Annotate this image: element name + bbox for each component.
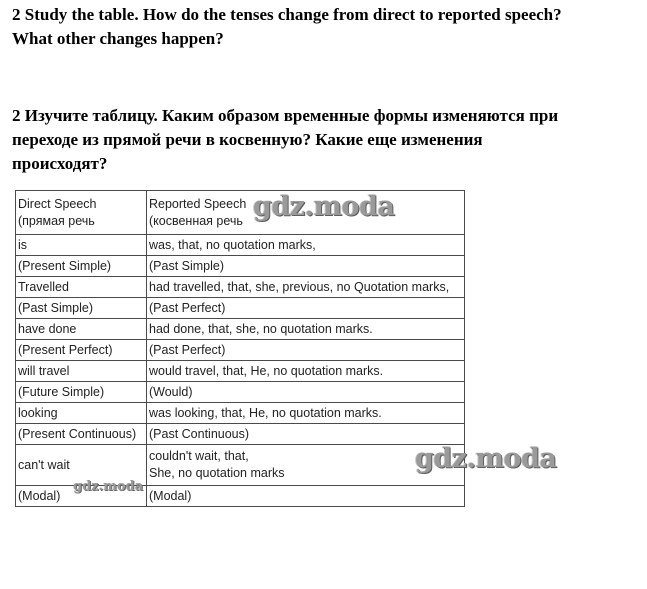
table-row [16, 298, 465, 319]
reported-speech-line: (Modal) [149, 488, 192, 503]
reported-speech-line: would travel, that, He, no quotation marks. [149, 363, 384, 378]
reported-speech-line: (Past Simple) [149, 258, 225, 273]
direct-speech-cell: (Present Continuous) [16, 424, 147, 445]
heading-russian-line-3: происходят? [12, 154, 108, 173]
reported-speech-cell [147, 382, 465, 403]
table-row [16, 424, 465, 445]
table-row [16, 403, 465, 424]
reported-speech-line: had travelled, that, she, previous, no Quotation marks, [149, 279, 450, 294]
header-direct-line-1: Direct Speech [18, 196, 97, 211]
table-header-row [16, 191, 465, 235]
reported-speech-cell [147, 319, 465, 340]
reported-speech-line: (Past Continuous) [149, 426, 250, 441]
reported-speech-line: She, no quotation marks [149, 466, 285, 480]
direct-speech-cell: Travelled [16, 277, 147, 298]
reported-speech-cell [147, 340, 465, 361]
reported-speech-line: was, that, no quotation marks, [149, 237, 316, 252]
reported-speech-cell [147, 235, 465, 256]
reported-speech-line: (Past Perfect) [149, 300, 226, 315]
table-row [16, 361, 465, 382]
direct-speech-cell: (Future Simple) [16, 382, 147, 403]
reported-speech-cell [147, 277, 465, 298]
header-reported-line-1: Reported Speech [149, 196, 247, 211]
direct-speech-cell: will travel [16, 361, 147, 382]
header-direct-speech [16, 191, 147, 235]
table-row [16, 235, 465, 256]
reported-speech-cell [147, 256, 465, 277]
heading-russian-line-2: переходе из прямой речи в косвенную? Какие еще изменения [12, 130, 483, 149]
reported-speech-cell [147, 486, 465, 507]
speech-table [15, 190, 465, 507]
reported-speech-line: (Would) [149, 384, 193, 399]
direct-speech-cell: (Present Simple) [16, 256, 147, 277]
reported-speech-cell [147, 361, 465, 382]
heading-english-line-2: What other changes happen? [12, 29, 224, 48]
header-reported-line-2: (косвенная речь [149, 213, 243, 228]
reported-speech-line: (Past Perfect) [149, 342, 226, 357]
table-row [16, 340, 465, 361]
table-row [16, 382, 465, 403]
reported-speech-cell [147, 403, 465, 424]
direct-speech-cell: is [16, 235, 147, 256]
direct-speech-cell: (Past Simple) [16, 298, 147, 319]
watermark-logo-small: gdz.moda [73, 479, 144, 494]
direct-speech-cell: can't wait [16, 445, 147, 486]
direct-speech-cell: have done [16, 319, 147, 340]
reported-speech-line: was looking, that, He, no quotation marks. [149, 405, 382, 420]
speech-table-body [16, 191, 465, 507]
heading-russian-line-1: 2 Изучите таблицу. Каким образом временные формы изменяются при [12, 106, 559, 125]
reported-speech-cell [147, 298, 465, 319]
table-row [16, 277, 465, 298]
heading-russian [12, 104, 642, 176]
reported-speech-cell [147, 424, 465, 445]
heading-english-line-1: 2 Study the table. How do the tenses change from direct to reported speech? [12, 5, 562, 24]
watermark-logo-right: gdz.moda [415, 443, 557, 474]
reported-speech-line: couldn't wait, that, [149, 449, 249, 463]
header-direct-line-2: (прямая речь [18, 213, 95, 228]
watermark-logo-top: gdz.moda [253, 191, 395, 222]
reported-speech-line: had done, that, she, no quotation marks. [149, 321, 373, 336]
direct-speech-cell: (Present Perfect) [16, 340, 147, 361]
heading-english [12, 3, 642, 51]
table-row [16, 319, 465, 340]
direct-speech-cell: looking [16, 403, 147, 424]
direct-speech-cell: (Modal) [16, 486, 147, 507]
table-row [16, 256, 465, 277]
